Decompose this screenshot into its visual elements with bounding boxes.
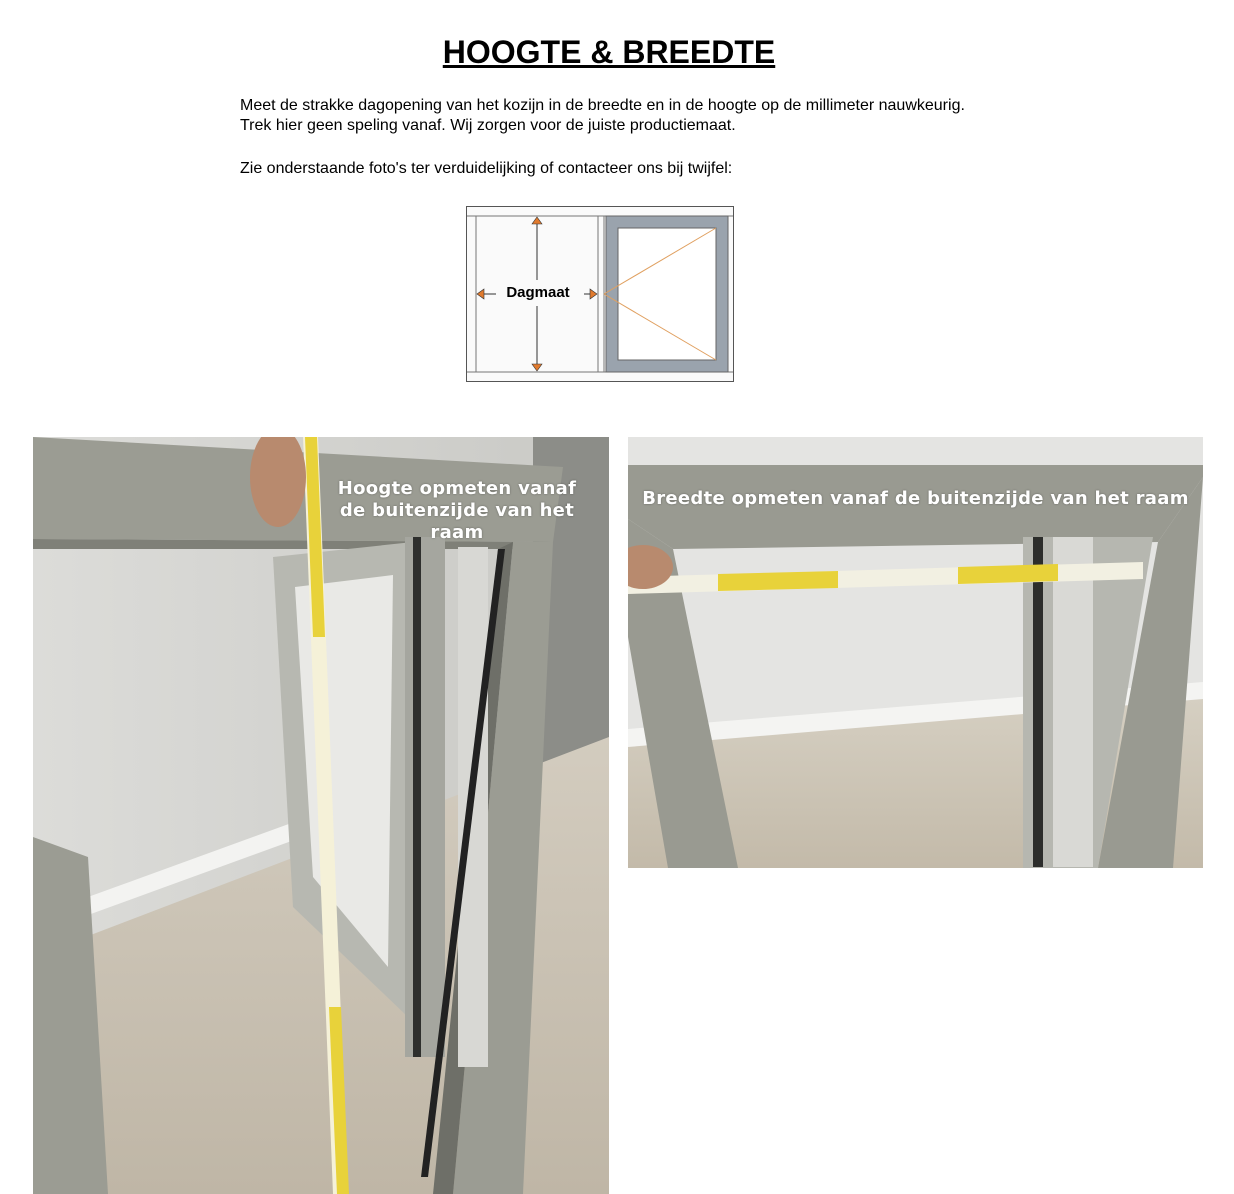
page-title: HOOGTE & BREEDTE <box>442 34 776 70</box>
height-measurement-photo <box>33 437 609 1194</box>
dagmaat-label: Dagmaat <box>506 284 570 301</box>
dagmaat-diagram <box>466 206 734 382</box>
width-caption: Breedte opmeten vanaf de buitenzijde van het raam <box>642 488 1189 509</box>
height-caption-line1: Hoogte opmeten vanaf <box>337 478 577 499</box>
height-caption <box>322 478 592 544</box>
contact-note: Zie onderstaande foto's ter verduidelijking of contacteer ons bij twijfel: <box>240 160 733 177</box>
intro-text: Meet de strakke dagopening van het kozijn in de breedte en in de hoogte op de millimeter nauwkeurig. Trek hier geen speling vanaf. Wij zorgen voor de juiste productiemaat. <box>240 97 965 134</box>
height-caption-line2: de buitenzijde van het raam <box>339 500 575 543</box>
